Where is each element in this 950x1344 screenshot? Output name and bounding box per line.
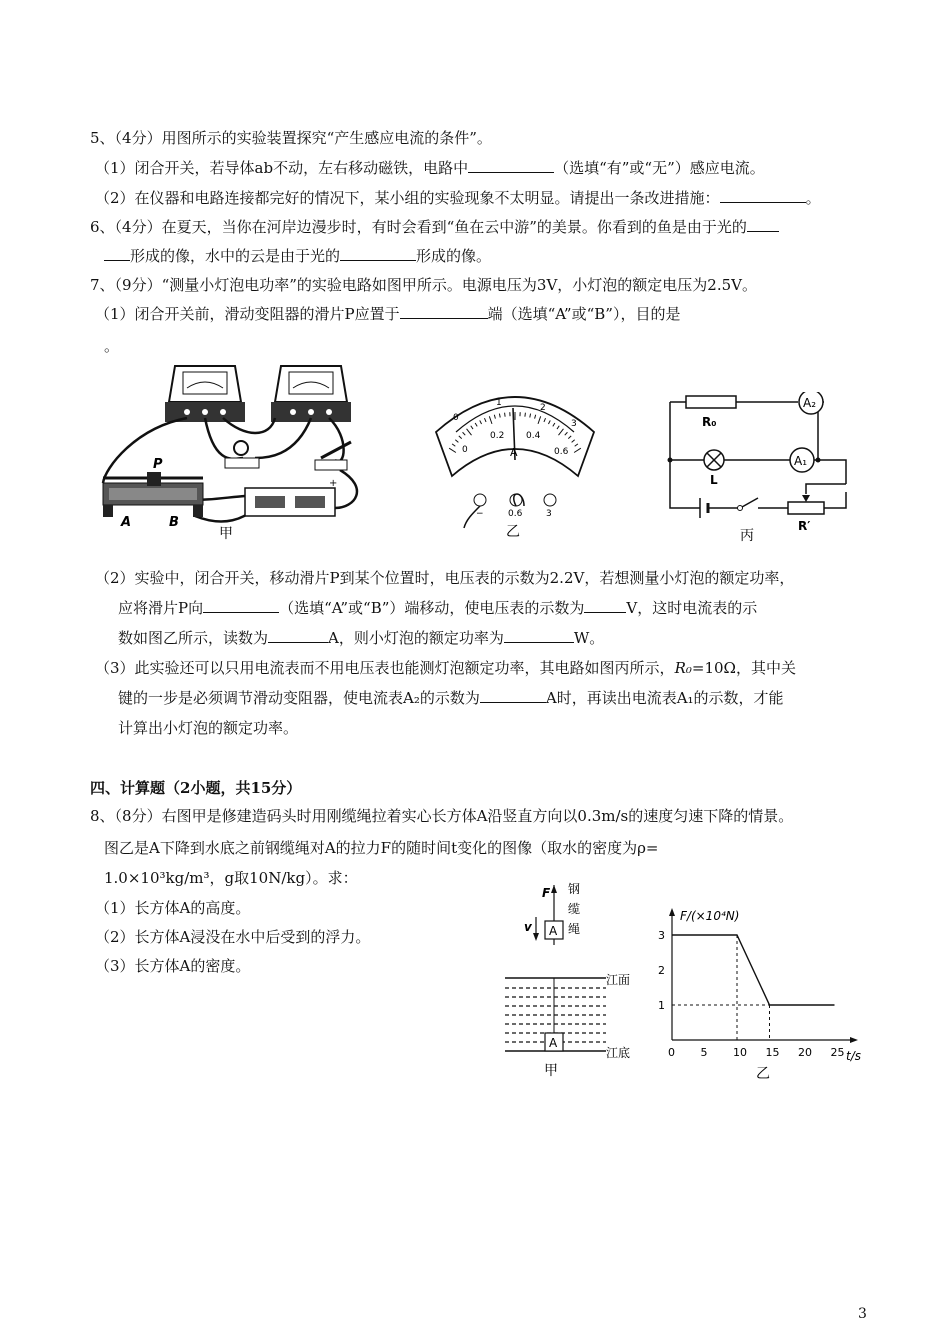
q7-part2-b2: （选填“A”或“B”）端移动，使电压表的示数为 [279, 599, 585, 617]
q7-blank-4[interactable] [268, 628, 328, 643]
velocity-label: v [524, 920, 532, 934]
label-p: P [153, 457, 163, 472]
q7-blank-6[interactable] [480, 688, 546, 703]
q7-part3-a [95, 658, 796, 678]
q8-fig-yi-caption: 乙 [756, 1066, 770, 1082]
x-tick-label: 5 [700, 1046, 708, 1059]
lamp [225, 441, 259, 468]
q7-stem: 7、（9分）“测量小灯泡电功率”的实验电路如图甲所示。电源电压为3V，小灯泡的额定电压为2.5V。 [90, 276, 757, 294]
q7-blank-1[interactable] [400, 304, 488, 319]
q5-part2-end: 。 [805, 189, 821, 207]
y-tick-label: 1 [658, 999, 665, 1012]
q7-part3-b1: 键的一步是必须调节滑动变阻器，使电流表A₂的示数为 [118, 689, 480, 707]
q7-part2-c2: A，则小灯泡的额定功率为 [328, 629, 504, 647]
q7-blank-5[interactable] [504, 628, 574, 643]
q7-part3-c: 计算出小灯泡的额定功率。 [118, 719, 299, 737]
resistor-r0 [686, 396, 736, 408]
voltmeter-right [271, 366, 351, 422]
cable-label-3: 绳 [568, 922, 581, 936]
y-tick-label: 2 [658, 964, 665, 977]
section-4-title: 四、计算题（2小题，共15分） [90, 779, 302, 797]
velocity-arrow [533, 933, 539, 941]
q5-stem: 5、（4分）用图所示的实验装置探究“产生感应电流的条件”。 [90, 129, 492, 147]
battery-box [245, 478, 337, 516]
cable-label-2: 缆 [568, 902, 581, 916]
rheostat-body [788, 502, 824, 514]
x-tick-label: 20 [798, 1046, 812, 1059]
q6-blank-1b[interactable] [104, 246, 130, 261]
force-label: F [542, 886, 551, 900]
terminal-3 [544, 494, 556, 506]
dial-bottom-tick-0: 0 [462, 445, 468, 455]
terminal-minus [474, 494, 486, 506]
bing-wires [670, 402, 846, 508]
force-series-line [672, 935, 835, 1005]
q7-blank-3[interactable] [584, 598, 626, 613]
q6-cont-b: 形成的像。 [416, 247, 492, 265]
force-arrow [551, 885, 557, 893]
fig-bing-caption: 丙 [740, 528, 754, 544]
q7-part1 [95, 304, 680, 324]
q7-part1-end: 。 [104, 337, 120, 355]
q7-part2-c1: 数如图乙所示，读数为 [118, 629, 269, 647]
switch [315, 442, 351, 470]
bottom-label: 江底 [606, 1046, 631, 1060]
dial-top-tick-0: 0 [453, 413, 459, 423]
q7-part2-b [118, 598, 757, 618]
r0-label: R₀ [702, 415, 717, 429]
dial-bottom-tick-2: 0.4 [526, 431, 541, 441]
q7-part2-a: （2）实验中，闭合开关，移动滑片P到某个位置时，电压表的示数为2.2V，若想测量小灯泡的额定功率， [95, 569, 795, 587]
q6-blank-1a[interactable] [747, 217, 779, 232]
q7-part2-b3: V，这时电流表的示 [626, 599, 758, 617]
dial-top-tick-2: 2 [540, 403, 546, 413]
q8-sub1: （1）长方体A的高度。 [95, 899, 251, 917]
x-axis-label: t/s [846, 1049, 861, 1063]
cable-label-1: 钢 [568, 882, 581, 896]
terminal-label-minus: − [476, 509, 484, 519]
page-number: 3 [858, 1306, 867, 1322]
q7-part1-text-a: （1）闭合开关前，滑动变阻器的滑片P应置于 [95, 305, 400, 323]
dial-unit: A [510, 446, 518, 459]
q7-part3-a1: （3）此实验还可以只用电流表而不用电压表也能测灯泡额定功率，其电路如图丙所示， [95, 659, 675, 677]
q7-part1-text-b: 端（选填“A”或“B”），目的是 [487, 305, 681, 323]
q8-fig-yi-chart [648, 902, 868, 1082]
rheostat [103, 472, 203, 517]
q6-cont [104, 246, 491, 266]
q6-cont-a: 形成的像，水中的云是由于光的 [130, 247, 341, 265]
q8-line2: 图乙是A下降到水底之前钢缆绳对A的拉力F的随时间t变化的图像（取水的密度为ρ= [104, 839, 659, 857]
ammeter-a2-label: A₂ [803, 396, 817, 410]
svg-text:+: + [329, 478, 338, 489]
x-tick-label: 0 [668, 1046, 675, 1059]
label-b: B [169, 515, 179, 530]
q7-part2-c [118, 628, 604, 648]
x-tick-label: 10 [733, 1046, 747, 1059]
y-tick-label: 3 [658, 929, 665, 942]
rheostat-label: R′ [798, 519, 811, 533]
y-axis-label: F/(×10⁴N) [680, 909, 740, 923]
dial-top-tick-3: 3 [571, 419, 577, 429]
q8-fig-jia-caption: 甲 [544, 1063, 558, 1079]
q7-part3-r0: R₀ [674, 659, 692, 677]
q7-part2-b1: 应将滑片P向 [118, 599, 204, 617]
q8-stem: 8、（8分）右图甲是修建造码头时用刚缆绳拉着实心长方体A沿竖直方向以0.3m/s的速度匀速下降的情景。 [90, 807, 794, 825]
terminal-label-06: 0.6 [508, 509, 523, 519]
dial-bottom-tick-1: 0.2 [490, 431, 505, 441]
block-a-top-label: A [549, 924, 558, 938]
dial-bottom-tick-3: 0.6 [554, 447, 569, 457]
x-tick-label: 25 [830, 1046, 845, 1059]
q5-part2-text: （2）在仪器和电路连接都完好的情况下，某小组的实验现象不太明显。请提出一条改进措施： [95, 189, 720, 207]
q5-part2 [95, 188, 821, 208]
label-a: A [121, 515, 132, 530]
switch-pivot [738, 506, 743, 511]
x-tick-label: 15 [765, 1046, 780, 1059]
q5-blank-2[interactable] [720, 188, 806, 203]
surface-label: 江面 [606, 973, 631, 987]
q5-part1-text-a: （1）闭合开关，若导体ab不动，左右移动磁铁，电路中 [95, 159, 469, 177]
x-axis-arrow [850, 1037, 858, 1043]
terminal-label-3: 3 [546, 509, 552, 519]
q5-blank-1[interactable] [468, 158, 554, 173]
q8-fig-jia [500, 875, 650, 1080]
q8-line3: 1.0×10³kg/m³，g取10N/kg）。求： [104, 869, 358, 887]
q7-fig-bing [660, 392, 860, 544]
switch-blade [742, 498, 758, 507]
q8-sub3: （3）长方体A的密度。 [95, 957, 251, 975]
q7-part2-c3: W。 [573, 629, 605, 647]
block-a-bottom-label: A [549, 1036, 558, 1050]
q6-stem-line [90, 217, 779, 237]
q7-fig-jia [95, 358, 365, 543]
q5-part1-text-b: （选填“有”或“无”）感应电流。 [554, 159, 765, 177]
voltmeter-left [165, 366, 245, 422]
q6-blank-2[interactable] [340, 246, 416, 261]
fig-yi-caption: 乙 [506, 524, 520, 540]
q8-sub2: （2）长方体A浸没在水中后受到的浮力。 [95, 928, 371, 946]
q6-stem: 6、（4分）在夏天，当你在河岸边漫步时，有时会看到“鱼在云中游”的美景。你看到的鱼是由于光的 [90, 218, 747, 236]
q7-part3-b [118, 688, 784, 708]
q7-fig-yi [428, 372, 603, 542]
q7-blank-2[interactable] [203, 598, 279, 613]
fig-jia-caption: 甲 [219, 526, 233, 542]
q5-part1 [95, 158, 765, 178]
q7-part3-b2: A时，再读出电流表A₁的示数，才能 [545, 689, 784, 707]
lamp-label: L [710, 473, 718, 487]
y-axis-arrow [669, 908, 675, 916]
dial-top-tick-1: 1 [496, 398, 502, 408]
q7-part3-a2: =10Ω，其中关 [691, 659, 796, 677]
ammeter-a1-label: A₁ [794, 454, 808, 468]
